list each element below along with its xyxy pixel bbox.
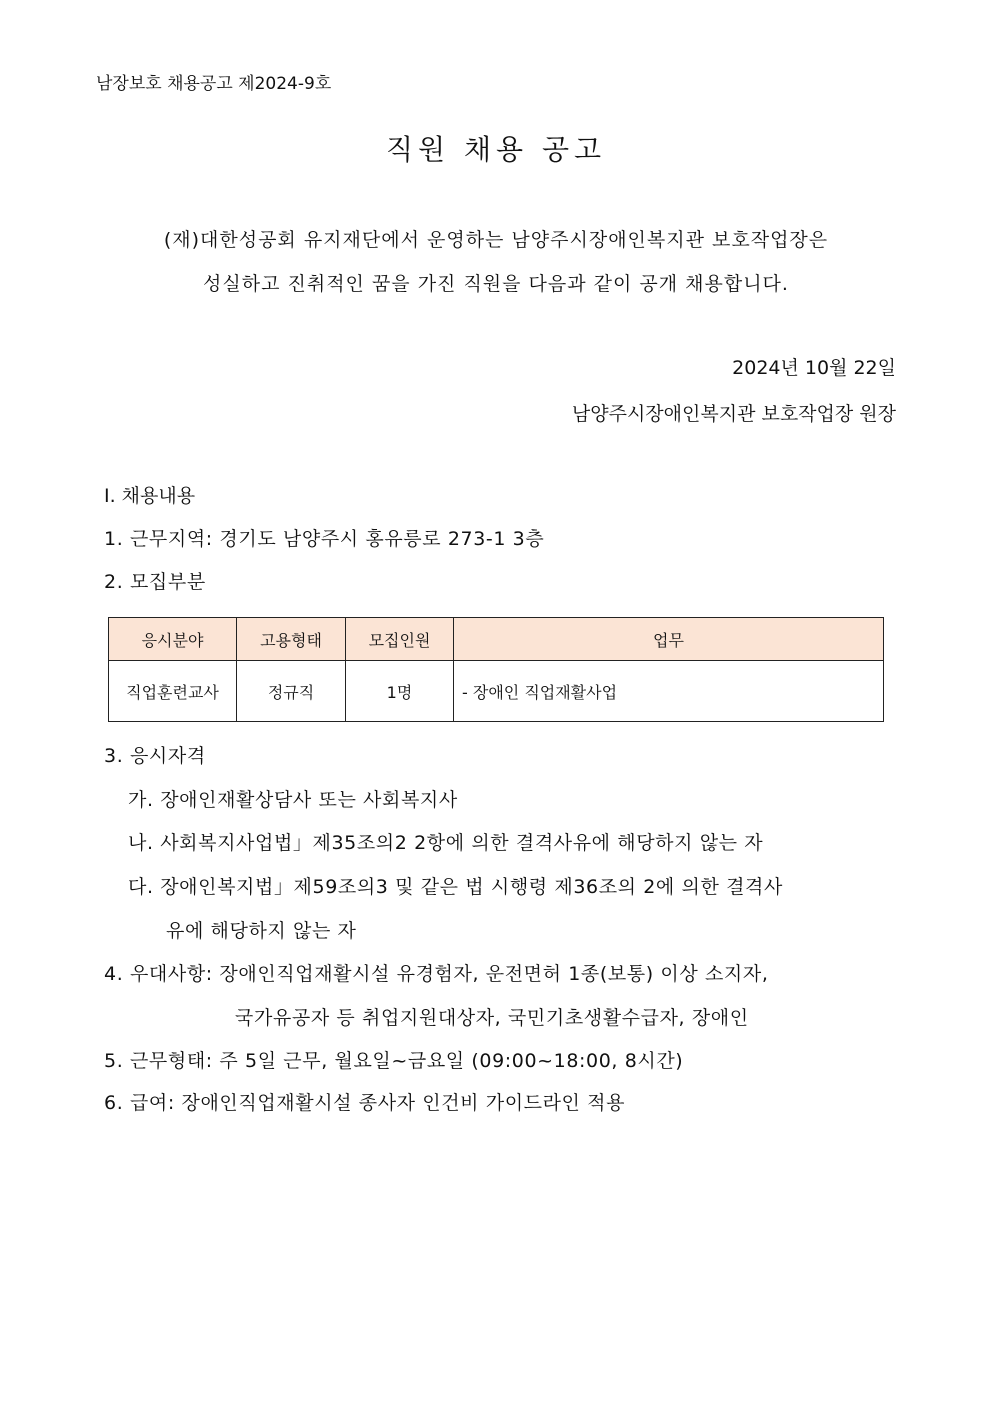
qualification-item-na: 나. 사회복지사업법」제35조의2 2항에 의한 결격사유에 해당하지 않는 자 (128, 832, 764, 854)
table-row (109, 661, 884, 722)
notice-date: 2024년 10월 22일 (732, 357, 896, 379)
header-headcount: 모집인원 (346, 618, 454, 661)
cell-field: 직업훈련교사 (109, 661, 237, 722)
preference-line-continued: 국가유공자 등 취업지원대상자, 국민기초생활수급자, 장애인 (235, 1007, 749, 1029)
issuer: 남양주시장애인복지관 보호작업장 원장 (571, 403, 896, 425)
header-field: 응시분야 (109, 618, 237, 661)
document-title: 직원 채용 공고 (385, 133, 607, 166)
work-area-line: 1. 근무지역: 경기도 남양주시 홍유릉로 273-1 3층 (104, 528, 545, 550)
salary-line: 6. 급여: 장애인직업재활시설 종사자 인건비 가이드라인 적용 (104, 1092, 626, 1114)
preference-line: 4. 우대사항: 장애인직업재활시설 유경험자, 운전면허 1종(보통) 이상 소지자, (104, 963, 769, 985)
intro-line-1: (재)대한성공회 유지재단에서 운영하는 남양주시장애인복지관 보호작업장은 (163, 229, 829, 251)
table-header-row (109, 618, 884, 661)
notice-number: 남장보호 채용공고 제2024-9호 (96, 74, 332, 94)
qualification-item-da-continued: 유에 해당하지 않는 자 (166, 920, 357, 942)
section-heading: Ⅰ. 채용내용 (104, 485, 196, 507)
qualification-item-da: 다. 장애인복지법」제59조의3 및 같은 법 시행령 제36조의 2에 의한 결격사 (128, 876, 783, 898)
cell-headcount: 1명 (346, 661, 454, 722)
work-type-line: 5. 근무형태: 주 5일 근무, 월요일~금요일 (09:00~18:00, 8시간) (104, 1050, 684, 1072)
cell-employment-type: 정규직 (237, 661, 346, 722)
recruitment-table (108, 617, 884, 722)
header-employment-type: 고용형태 (237, 618, 346, 661)
qualification-item-ga: 가. 장애인재활상담사 또는 사회복지사 (128, 789, 458, 811)
header-duty: 업무 (454, 618, 884, 661)
intro-line-2: 성실하고 진취적인 꿈을 가진 직원을 다음과 같이 공개 채용합니다. (203, 273, 789, 295)
qualification-heading: 3. 응시자격 (104, 745, 206, 767)
cell-duty: - 장애인 직업재활사업 (454, 661, 884, 722)
recruit-field-heading: 2. 모집부분 (104, 571, 206, 593)
